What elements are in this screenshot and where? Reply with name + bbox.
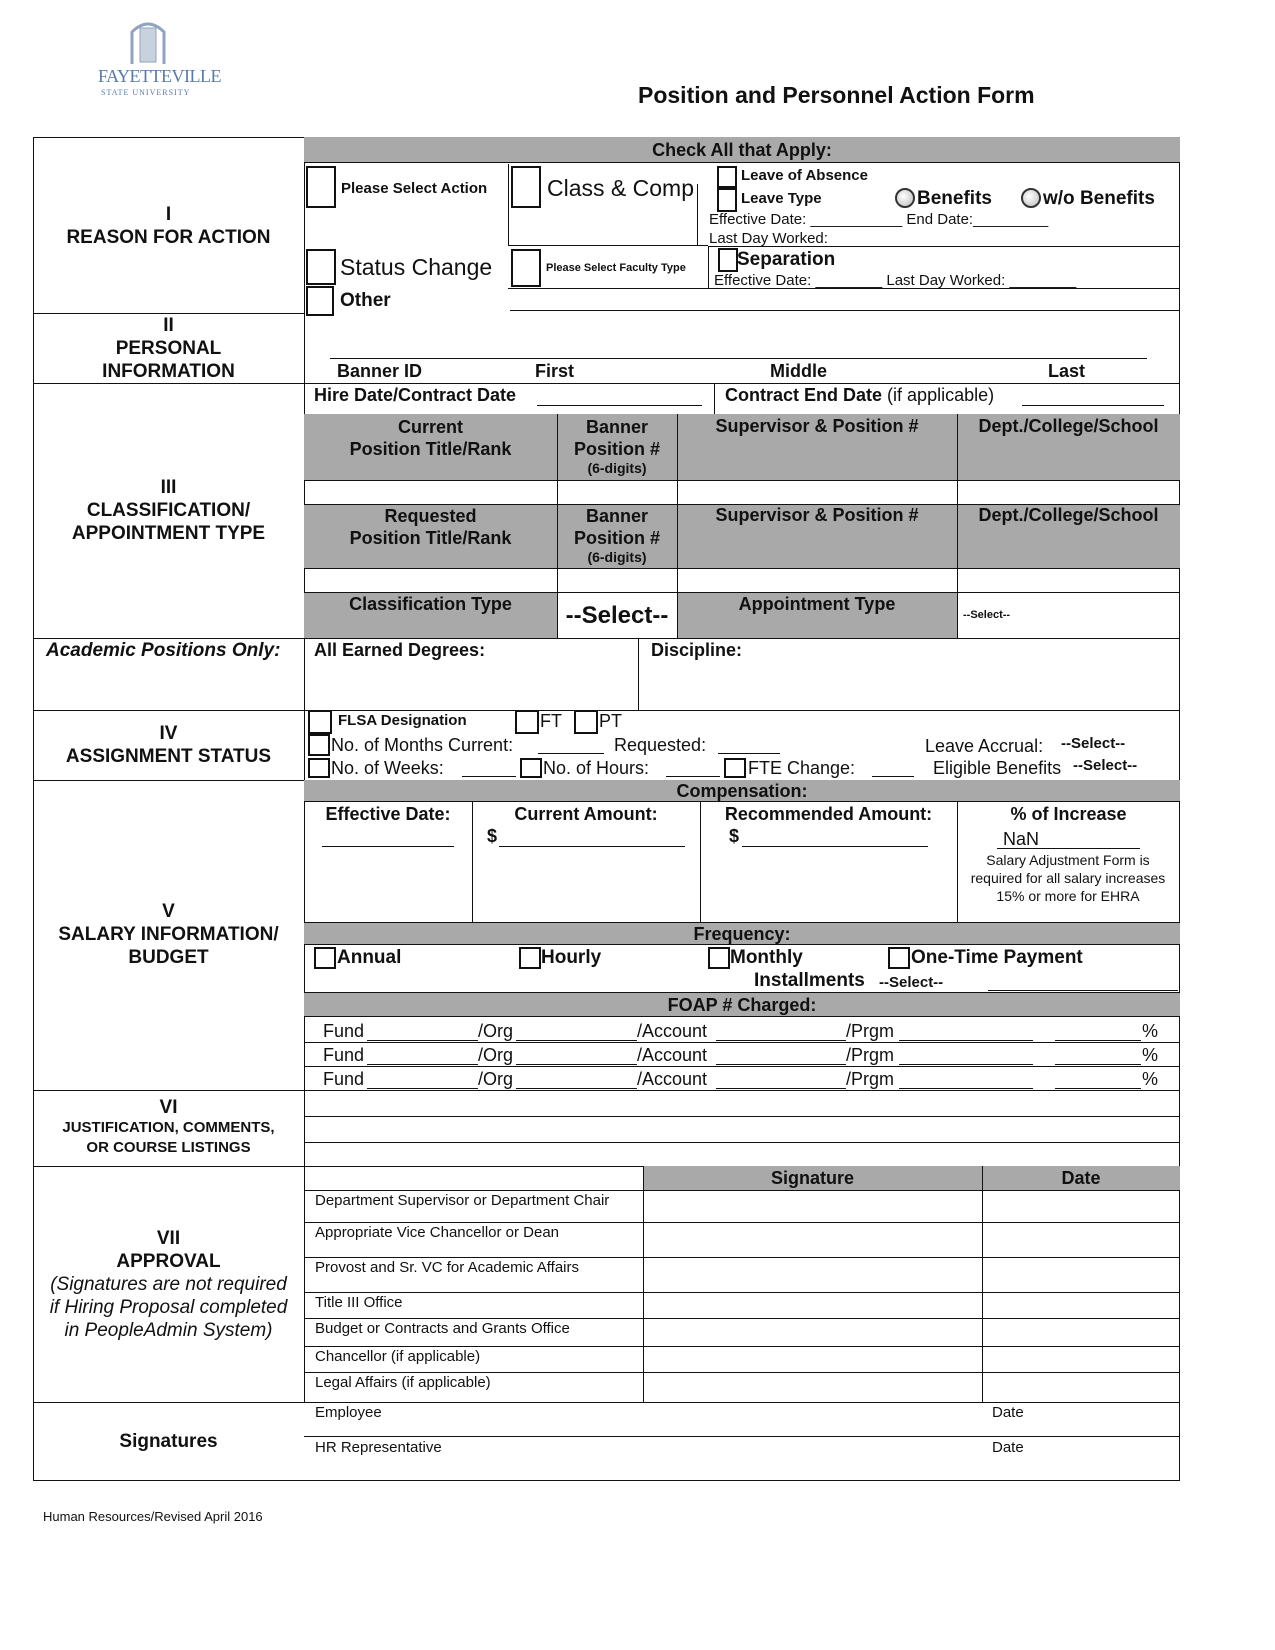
section-title: INFORMATION xyxy=(102,361,235,382)
foap-header: FOAP # Charged: xyxy=(304,992,1180,1017)
current-amount-field[interactable] xyxy=(499,846,685,847)
section-num: III xyxy=(160,477,177,498)
recommended-amount-label: Recommended Amount: xyxy=(724,804,933,824)
approval-row-label: Legal Affairs (if applicable) xyxy=(315,1374,491,1391)
class-comp-label: Class & Comp xyxy=(547,175,694,201)
h2: Position Title/Rank xyxy=(349,439,512,459)
foap-percent-label: % xyxy=(1142,1069,1159,1089)
pt-label: PT xyxy=(599,711,623,731)
date-header: Date xyxy=(982,1166,1180,1190)
approval-date-field[interactable] xyxy=(983,1257,1179,1292)
approval-date-field[interactable] xyxy=(983,1372,1179,1402)
foap-percent-label: % xyxy=(1142,1045,1159,1065)
note-line: (Signatures are not required xyxy=(50,1274,287,1295)
hr-date-label: Date xyxy=(992,1439,1024,1456)
discipline-field[interactable] xyxy=(641,668,1177,706)
approval-row-label: Provost and Sr. VC for Academic Affairs xyxy=(315,1259,580,1276)
employee-signature-line[interactable] xyxy=(304,1436,1180,1437)
h1: Current xyxy=(397,417,463,437)
leave-absence-checkbox[interactable] xyxy=(717,166,737,188)
wo-benefits-label: w/o Benefits xyxy=(1043,188,1155,209)
earned-degrees-label: All Earned Degrees: xyxy=(314,640,486,660)
frequency-header: Frequency: xyxy=(304,922,1180,945)
current-amount-label: Current Amount: xyxy=(514,804,658,824)
wo-benefits-radio[interactable] xyxy=(1021,188,1041,208)
foap-account-label: /Account xyxy=(637,1021,708,1041)
foap-prgm-label: /Prgm xyxy=(846,1045,895,1065)
name-line[interactable] xyxy=(330,358,1147,359)
approval-date-field[interactable] xyxy=(983,1346,1179,1372)
approval-row-label: Title III Office xyxy=(315,1294,403,1311)
section-vii-label xyxy=(33,1227,304,1342)
select-action-checkbox[interactable] xyxy=(306,166,336,208)
ft-label: FT xyxy=(540,711,562,731)
h3: (6-digits) xyxy=(587,549,647,565)
h2: Position # xyxy=(573,528,660,548)
section-v-label xyxy=(33,900,304,969)
select-action-label[interactable]: Please Select Action xyxy=(341,180,488,197)
foap-fund-label: Fund xyxy=(323,1021,365,1041)
contract-end-field[interactable] xyxy=(1022,405,1164,406)
leave-type-label[interactable]: Leave Type xyxy=(741,190,822,207)
middle-name-label: Middle xyxy=(770,361,827,381)
section-title: SALARY INFORMATION/ xyxy=(58,924,279,945)
effective-date-field[interactable] xyxy=(322,846,454,847)
note-line: in PeopleAdmin System) xyxy=(64,1320,273,1341)
weeks-field[interactable] xyxy=(462,776,516,777)
annual-checkbox[interactable] xyxy=(314,947,336,969)
foap-prgm-field[interactable] xyxy=(899,1064,1033,1065)
foap-fund-field[interactable] xyxy=(367,1064,478,1065)
dollar-sign: $ xyxy=(729,826,740,846)
logo-subtitle: STATE UNIVERSITY xyxy=(101,88,191,97)
approval-date-field[interactable] xyxy=(983,1318,1179,1346)
employee-date-label: Date xyxy=(992,1404,1024,1421)
section-ii-label xyxy=(33,314,304,383)
faculty-type-checkbox[interactable] xyxy=(511,249,541,287)
months-label: No. of Months Current: xyxy=(331,735,514,755)
salary-adjustment-note: Salary Adjustment Form is required for all salary increases 15% or more for EHRA xyxy=(970,852,1166,904)
foap-org-field[interactable] xyxy=(516,1040,637,1041)
classification-type-label: Classification Type xyxy=(349,594,512,614)
requested-position-row[interactable] xyxy=(304,569,1180,591)
supervisor-header: Supervisor & Position # xyxy=(715,416,919,436)
hourly-checkbox[interactable] xyxy=(519,947,541,969)
foap-prgm-field[interactable] xyxy=(899,1040,1033,1041)
approval-signature-field[interactable] xyxy=(644,1257,981,1292)
foap-account-label: /Account xyxy=(637,1069,708,1089)
fte-label: FTE Change: xyxy=(748,758,856,778)
foap-percent-field[interactable] xyxy=(1055,1088,1141,1089)
employee-label: Employee xyxy=(315,1404,382,1421)
dept-header: Dept./College/School xyxy=(978,416,1159,436)
foap-account-field[interactable] xyxy=(716,1064,846,1065)
flsa-label[interactable]: FLSA Designation xyxy=(338,712,467,729)
foap-prgm-field[interactable] xyxy=(899,1088,1033,1089)
page-title: Position and Personnel Action Form xyxy=(638,82,1035,108)
section-title: APPROVAL xyxy=(116,1251,221,1272)
leave-accrual-label: Leave Accrual: xyxy=(925,736,1044,756)
approval-row-label: Chancellor (if applicable) xyxy=(315,1348,481,1365)
hourly-label: Hourly xyxy=(541,947,602,968)
banner-position-header xyxy=(557,416,677,476)
leave-last-day: Last Day Worked: xyxy=(709,230,828,247)
section-vi-label xyxy=(33,1098,304,1158)
logo-emblem-icon xyxy=(128,18,168,66)
justification-field[interactable] xyxy=(304,1091,1180,1166)
current-position-header xyxy=(304,416,557,460)
h1: Banner xyxy=(585,417,648,437)
installments-label: Installments xyxy=(754,970,865,991)
appointment-type-label: Appointment Type xyxy=(738,594,896,614)
section-title: PERSONAL xyxy=(115,338,222,359)
separation-checkbox[interactable] xyxy=(718,248,738,272)
h2: Position Title/Rank xyxy=(349,528,512,548)
ft-checkbox[interactable] xyxy=(515,710,539,734)
approval-signature-field[interactable] xyxy=(644,1292,981,1318)
section-title: OR COURSE LISTINGS xyxy=(86,1139,251,1156)
recommended-amount-field[interactable] xyxy=(742,846,928,847)
foap-prgm-label: /Prgm xyxy=(846,1021,895,1041)
university-logo xyxy=(96,18,221,100)
h2: Position # xyxy=(573,439,660,459)
benefits-radio[interactable] xyxy=(895,188,915,208)
compensation-header: Compensation: xyxy=(304,780,1180,802)
approval-signature-field[interactable] xyxy=(644,1346,981,1372)
banner-id-label: Banner ID xyxy=(337,361,423,381)
signature-header: Signature xyxy=(643,1166,982,1190)
appointment-type-select[interactable]: --Select-- xyxy=(963,609,1011,621)
approval-date-field[interactable] xyxy=(983,1190,1179,1222)
status-change-checkbox[interactable] xyxy=(306,249,336,285)
foap-org-field[interactable] xyxy=(516,1088,637,1089)
foap-fund-field[interactable] xyxy=(367,1088,478,1089)
foap-percent-label: % xyxy=(1142,1021,1159,1041)
academic-positions-label: Academic Positions Only: xyxy=(46,640,281,661)
foap-fund-label: Fund xyxy=(323,1069,365,1089)
approval-signature-field[interactable] xyxy=(644,1190,981,1222)
foap-fund-label: Fund xyxy=(323,1045,365,1065)
last-name-label: Last xyxy=(1048,361,1086,381)
approval-row-label: Department Supervisor or Department Chair xyxy=(315,1192,610,1209)
signatures-label: Signatures xyxy=(119,1431,218,1452)
degrees-field[interactable] xyxy=(306,668,636,706)
other-label: Other xyxy=(340,290,391,311)
leave-type-checkbox[interactable] xyxy=(717,188,737,212)
faculty-type-select[interactable]: Please Select Faculty Type xyxy=(546,262,686,274)
requested-label: Requested: xyxy=(614,735,707,755)
weeks-label: No. of Weeks: xyxy=(331,758,444,778)
monthly-label: Monthly xyxy=(730,947,803,968)
foap-org-label: /Org xyxy=(478,1045,514,1065)
pt-checkbox[interactable] xyxy=(574,710,598,734)
logo-name: FAYETTEVILLE xyxy=(98,66,221,86)
supervisor-header-2: Supervisor & Position # xyxy=(715,505,919,525)
foap-account-label: /Account xyxy=(637,1045,708,1065)
separation-label: Separation xyxy=(737,249,836,270)
fte-field[interactable] xyxy=(872,776,914,777)
hours-field[interactable] xyxy=(666,776,720,777)
section-num: VII xyxy=(156,1228,181,1249)
increase-label: % of Increase xyxy=(1010,804,1127,824)
hr-label: HR Representative xyxy=(315,1439,442,1456)
approval-row-label: Appropriate Vice Chancellor or Dean xyxy=(315,1224,560,1241)
approval-signature-field[interactable] xyxy=(644,1222,981,1257)
approval-note xyxy=(33,1273,304,1342)
section-num: I xyxy=(165,204,172,225)
annual-label: Annual xyxy=(337,947,402,968)
effective-date-label: Effective Date: xyxy=(325,804,451,824)
flsa-checkbox[interactable] xyxy=(308,710,332,734)
h3: (6-digits) xyxy=(587,460,647,476)
requested-position-header xyxy=(304,505,557,549)
section-title: BUDGET xyxy=(128,947,209,968)
other-checkbox[interactable] xyxy=(306,286,334,316)
fte-checkbox[interactable] xyxy=(724,758,746,778)
leave-accrual-select[interactable]: --Select-- xyxy=(1061,735,1126,752)
months-checkbox[interactable] xyxy=(308,734,330,756)
eligible-benefits-label: Eligible Benefits xyxy=(933,758,1062,778)
leave-dates: Effective Date: ___________ End Date:_________ xyxy=(709,211,1049,228)
dollar-sign: $ xyxy=(487,826,498,846)
hire-date-label: Hire Date/Contract Date xyxy=(314,385,517,405)
section-num: V xyxy=(162,901,175,922)
benefits-label: Benefits xyxy=(917,188,992,209)
section-iii-label xyxy=(33,476,304,545)
h1: Requested xyxy=(384,506,477,526)
contract-end-label xyxy=(725,385,994,406)
section-title: JUSTIFICATION, COMMENTS, xyxy=(62,1119,275,1136)
first-name-label: First xyxy=(535,361,575,381)
monthly-checkbox[interactable] xyxy=(708,947,730,969)
approval-row-label: Budget or Contracts and Grants Office xyxy=(315,1320,570,1337)
separation-dates: Effective Date: ________ Last Day Worked: ________ xyxy=(714,272,1077,289)
h1: Banner xyxy=(585,506,648,526)
approval-signature-field[interactable] xyxy=(644,1372,981,1402)
foap-percent-field[interactable] xyxy=(1055,1064,1141,1065)
note-line: if Hiring Proposal completed xyxy=(49,1297,288,1318)
section-num: VI xyxy=(159,1097,178,1118)
approval-signature-field[interactable] xyxy=(644,1318,981,1346)
foap-percent-field[interactable] xyxy=(1055,1040,1141,1041)
foap-account-field[interactable] xyxy=(716,1088,846,1089)
foap-org-field[interactable] xyxy=(516,1064,637,1065)
months-current-field[interactable] xyxy=(538,753,604,754)
hire-date-field[interactable] xyxy=(537,405,702,406)
hours-label: No. of Hours: xyxy=(543,758,650,778)
section-title: CLASSIFICATION/ xyxy=(86,500,251,521)
foap-fund-field[interactable] xyxy=(367,1040,478,1041)
section-title: APPOINTMENT TYPE xyxy=(71,523,266,544)
increase-value: NaN xyxy=(1003,829,1040,849)
leave-absence-label: Leave of Absence xyxy=(741,167,868,184)
banner-position-header-2 xyxy=(557,505,677,565)
foap-org-label: /Org xyxy=(478,1069,514,1089)
months-requested-field[interactable] xyxy=(718,753,780,754)
section-i-label xyxy=(33,203,304,249)
section-title: ASSIGNMENT STATUS xyxy=(65,746,272,767)
foap-org-label: /Org xyxy=(478,1021,514,1041)
eligible-benefits-select[interactable]: --Select-- xyxy=(1073,757,1138,774)
section-iv-label xyxy=(33,722,304,768)
discipline-label: Discipline: xyxy=(651,640,743,660)
approval-date-field[interactable] xyxy=(983,1222,1179,1257)
if-applicable-text: (if applicable) xyxy=(887,385,995,405)
classification-type-select[interactable]: --Select-- xyxy=(565,602,669,629)
contract-end-text: Contract End Date xyxy=(725,385,883,405)
section-num: II xyxy=(163,315,174,336)
approval-date-field[interactable] xyxy=(983,1292,1179,1318)
footer-revision: Human Resources/Revised April 2016 xyxy=(43,1509,263,1524)
foap-account-field[interactable] xyxy=(716,1040,846,1041)
hours-checkbox[interactable] xyxy=(520,758,542,778)
section-num: IV xyxy=(159,723,178,744)
one-time-checkbox[interactable] xyxy=(888,947,910,969)
weeks-checkbox[interactable] xyxy=(308,758,330,778)
current-position-row[interactable] xyxy=(304,481,1180,503)
foap-prgm-label: /Prgm xyxy=(846,1069,895,1089)
dept-header-2: Dept./College/School xyxy=(978,505,1159,525)
one-time-label: One-Time Payment xyxy=(911,947,1083,968)
check-all-header: Check All that Apply: xyxy=(304,137,1180,163)
installments-select[interactable]: --Select-- xyxy=(879,974,944,991)
section-title: REASON FOR ACTION xyxy=(66,227,271,248)
status-change-label: Status Change xyxy=(340,254,493,280)
